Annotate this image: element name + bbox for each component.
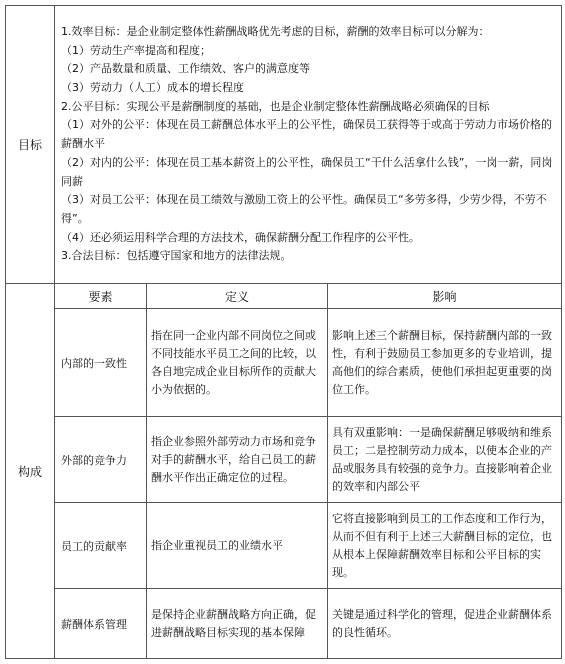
goal-label: 目标 [6, 6, 55, 284]
definition-cell: 指企业参照外部劳动力市场和竞争对手的薪酬水平，给自己员工的薪酬水平作出正确定位的过程。 [147, 417, 328, 503]
element-cell: 内部的一致性 [55, 309, 147, 417]
definition-cell: 指企业重视员工的业绩水平 [147, 503, 328, 589]
definition-cell: 是保持企业薪酬战略方向正确，促进薪酬战略目标实现的基本保障 [147, 589, 328, 659]
element-cell: 薪酬体系管理 [55, 589, 147, 659]
header-impact: 影响 [328, 284, 562, 309]
composition-label: 构成 [6, 284, 55, 659]
table-row [6, 417, 562, 503]
header-element: 要素 [55, 284, 147, 309]
element-cell: 员工的贡献率 [55, 503, 147, 589]
definition-cell: 指在同一企业内部不同岗位之间或不同技能水平员工之间的比较，以各自地完成企业目标所作的贡献大小为依据的。 [147, 309, 328, 417]
goal-row [6, 6, 562, 284]
goal-line: （1）对外的公平：体现在员工薪酬总体水平上的公平性，确保员工获得等于或高于劳动力市场价格的薪酬水平 [61, 118, 552, 151]
composition-header-row [6, 284, 562, 309]
table-row [6, 503, 562, 589]
goal-line: （1）劳动生产率提高和程度； [61, 43, 211, 57]
goal-line: 1.效率目标：是企业制定整体性薪酬战略优先考虑的目标，薪酬的效率目标可以分解为： [61, 24, 490, 38]
goal-line: （3）劳动力（人工）成本的增长程度 [61, 81, 244, 95]
impact-cell: 具有双重影响：一是确保薪酬足够吸纳和维系员工；二是控制劳动力成本，以使本企业的产品或服务具有较强的竞争力。直接影响着企业的效率和内部公平 [328, 417, 562, 503]
goal-line: 3.合法目标：包括遵守国家和地方的法律法规。 [61, 249, 292, 263]
table-row [6, 309, 562, 417]
element-cell: 外部的竞争力 [55, 417, 147, 503]
impact-cell: 它将直接影响到员工的工作态度和工作行为，从而不但有利于上述三大薪酬目标的定位，也从根本上保障薪酬效率目标和公平目标的实现。 [328, 503, 562, 589]
header-definition: 定义 [147, 284, 328, 309]
goal-content [55, 6, 562, 284]
goal-line: 2.公平目标：实现公平是薪酬制度的基础，也是企业制定整体性薪酬战略必须确保的目标 [61, 99, 490, 113]
goal-line: （2）对内的公平：体现在员工基本薪资上的公平性，确保员工“干什么活拿什么钱”，一岗一薪，同岗同薪 [61, 155, 553, 188]
table-row [6, 589, 562, 659]
salary-strategy-table [5, 5, 562, 659]
impact-cell: 影响上述三个薪酬目标，保持薪酬内部的一致性，有利于鼓励员工参加更多的专业培训，提高他们的综合素质，使他们承担起更重要的岗位工作。 [328, 309, 562, 417]
goal-line: （4）还必须运用科学合理的方法技术，确保薪酬分配工作程序的公平性。 [61, 230, 420, 244]
impact-cell: 关键是通过科学化的管理，促进企业薪酬体系的良性循环。 [328, 589, 562, 659]
goal-line: （3）对员工公平：体现在员工绩效与激励工资上的公平性。确保员工“多劳多得，少劳少得，不劳不得”。 [61, 193, 547, 225]
goal-line: （2）产品数量和质量、工作绩效、客户的满意度等 [61, 62, 310, 76]
